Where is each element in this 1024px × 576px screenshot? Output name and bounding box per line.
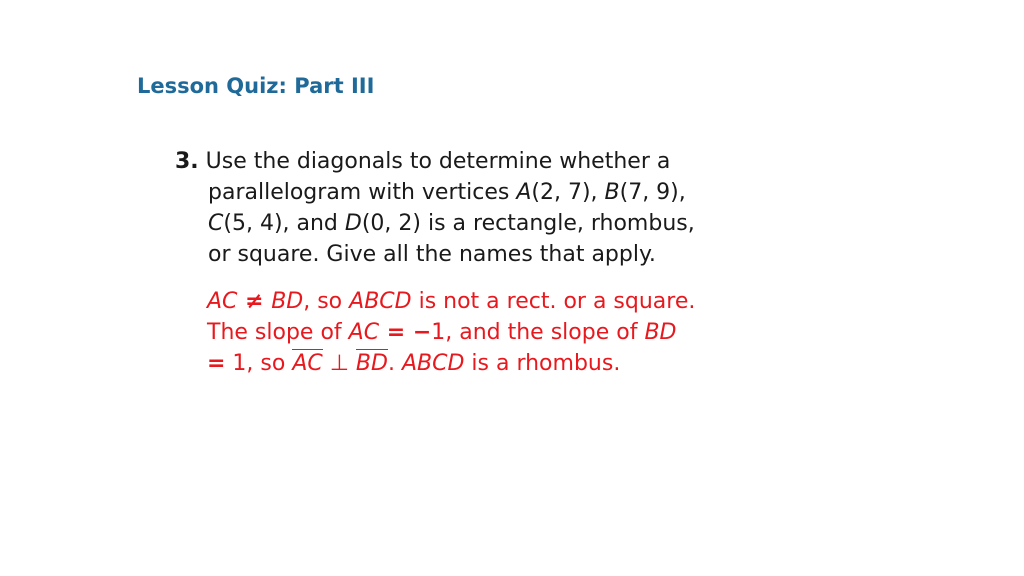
equals-minus-symbol: = − — [379, 320, 432, 345]
perpendicular-symbol: ⊥ — [322, 351, 356, 376]
answer-line-1 — [207, 286, 695, 317]
question-line-4: or square. Give all the names that apply. — [208, 242, 656, 267]
answer-line-3 — [207, 348, 695, 379]
slide-title: Lesson Quiz: Part III — [137, 74, 375, 98]
answer-line-2 — [207, 317, 695, 348]
question-line-1 — [175, 146, 695, 177]
answer-text: . — [387, 351, 402, 376]
vertex-c-coords: (5, 4), and — [223, 211, 345, 236]
vertex-b: B — [604, 180, 620, 205]
question-line-2 — [175, 177, 695, 208]
not-equal-symbol: ≠ — [237, 289, 272, 314]
answer-text: 1, so — [225, 351, 293, 376]
vertex-c: C — [208, 211, 224, 236]
question-line-3 — [175, 208, 695, 239]
question-intro: Use the diagonals to determine whether a — [198, 149, 671, 174]
segment-ac-overline: AC — [292, 348, 322, 379]
answer-text: The slope of — [207, 320, 349, 345]
segment-bd: BD — [644, 320, 677, 345]
vertex-d-coords: (0, 2) is a rectangle, rhombus, — [361, 211, 695, 236]
quiz-answer — [207, 286, 695, 379]
answer-text: 1, and the slope of — [431, 320, 645, 345]
segment-bd-overline: BD — [356, 348, 388, 379]
vertex-a: A — [516, 180, 532, 205]
vertex-b-coords: (7, 9), — [619, 180, 686, 205]
quiz-question — [175, 146, 695, 270]
segment-ac: AC — [207, 289, 238, 314]
figure-abcd: ABCD — [349, 289, 412, 314]
question-text: parallelogram with vertices — [208, 180, 517, 205]
answer-text: is a rhombus. — [464, 351, 621, 376]
segment-bd: BD — [271, 289, 304, 314]
figure-abcd: ABCD — [401, 351, 465, 376]
vertex-a-coords: (2, 7), — [531, 180, 605, 205]
vertex-d: D — [344, 211, 362, 236]
equals-symbol: = — [207, 351, 226, 376]
segment-ac: AC — [348, 320, 380, 345]
answer-text: , so — [303, 289, 350, 314]
answer-text: is not a rect. or a square. — [411, 289, 696, 314]
question-number: 3. — [175, 149, 199, 174]
